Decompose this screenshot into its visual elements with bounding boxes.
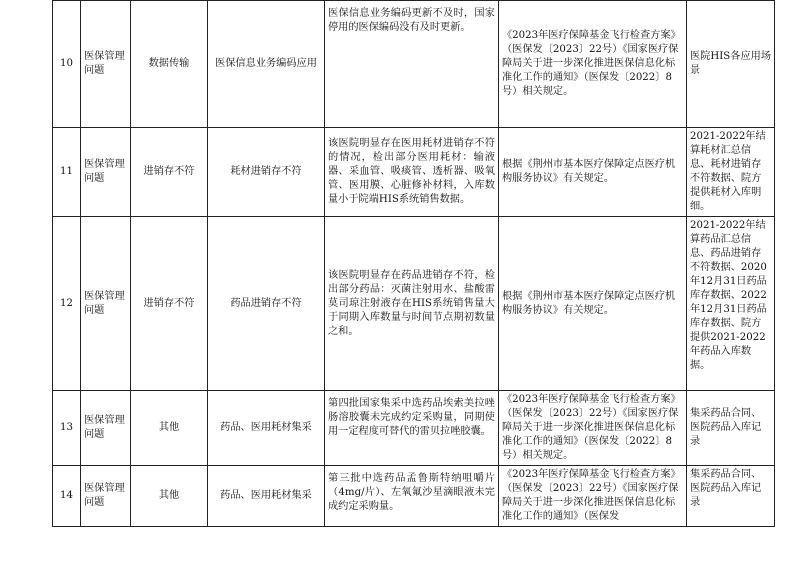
table-row [53, 391, 775, 466]
table-row [53, 128, 775, 217]
required-materials: 2021-2022年结算耗材汇总信息、耗材进销存不符数据、院方提供耗材入库明细。 [687, 128, 775, 217]
problem-description: 该医院明显存在药品进销存不符，检出部分药品：灭菌注射用水、盐酸雷莫司琼注射液存在HIS系统销售量大于同期入库数量与时间节点期初数量之和。 [325, 217, 499, 391]
table-row [53, 217, 775, 391]
problem-category: 数据传输 [131, 1, 208, 128]
row-number: 10 [53, 1, 81, 128]
problem-item: 药品进销存不符 [208, 217, 325, 391]
row-number: 13 [53, 391, 81, 466]
problem-type: 医保管理问题 [81, 466, 131, 527]
problem-category: 其他 [131, 391, 208, 466]
policy-basis: 《2023年医疗保障基金飞行检查方案》（医保发〔2023〕22号）《国家医疗保障局关于进一步深化推进医保信息化标准化工作的通知》（医保发〔2022〕8号）相关规定。 [499, 1, 687, 128]
required-materials: 集采药品合同、医院药品入库记录 [687, 391, 775, 466]
required-materials: 医院HIS各应用场景 [687, 1, 775, 128]
problem-description: 该医院明显存在医用耗材进销存不符的情况，检出部分医用耗材：输液器、采血管、吸痰管、透析器、吸氧管、医用膜、心脏修补材料，入库数量小于院端HIS系统销售数据。 [325, 128, 499, 217]
policy-basis: 《2023年医疗保障基金飞行检查方案》（医保发〔2023〕22号）《国家医疗保障局关于进一步深化推进医保信息化标准化工作的通知》（医保发 [499, 466, 687, 527]
problem-type: 医保管理问题 [81, 217, 131, 391]
problem-description: 第四批国家集采中选药品埃索美拉唑肠溶胶囊未完成约定采购量，同期使用一定程度可替代的雷贝拉唑胶囊。 [325, 391, 499, 466]
policy-basis: 根据《荆州市基本医疗保障定点医疗机构服务协议》有关规定。 [499, 128, 687, 217]
problem-category: 其他 [131, 466, 208, 527]
problem-item: 医保信息业务编码应用 [208, 1, 325, 128]
problem-type: 医保管理问题 [81, 128, 131, 217]
policy-basis: 根据《荆州市基本医疗保障定点医疗机构服务协议》有关规定。 [499, 217, 687, 391]
inspection-table [52, 0, 775, 527]
row-number: 14 [53, 466, 81, 527]
required-materials: 集采药品合同、医院药品入库记录 [687, 466, 775, 527]
problem-category: 进销存不符 [131, 128, 208, 217]
row-number: 11 [53, 128, 81, 217]
problem-type: 医保管理问题 [81, 1, 131, 128]
problem-item: 药品、医用耗材集采 [208, 466, 325, 527]
problem-item: 药品、医用耗材集采 [208, 391, 325, 466]
row-number: 12 [53, 217, 81, 391]
required-materials: 2021-2022年结算药品汇总信息、药品进销存不符数据、2020年12月31日药品库存数据、2022年12月31日药品库存数据、院方提供2021-2022年药品入库数据。 [687, 217, 775, 391]
problem-description: 第三批中选药品孟鲁斯特纳咀嚼片（4mg/片）、左氧氟沙星滴眼液未完成约定采购量。 [325, 466, 499, 527]
policy-basis: 《2023年医疗保障基金飞行检查方案》（医保发〔2023〕22号）《国家医疗保障局关于进一步深化推进医保信息化标准化工作的通知》（医保发〔2022〕8号）相关规定。 [499, 391, 687, 466]
problem-item: 耗材进销存不符 [208, 128, 325, 217]
table-row [53, 466, 775, 527]
problem-type: 医保管理问题 [81, 391, 131, 466]
table-row [53, 1, 775, 128]
problem-description: 医保信息业务编码更新不及时，国家停用的医保编码没有及时更新。 [325, 1, 499, 128]
problem-category: 进销存不符 [131, 217, 208, 391]
